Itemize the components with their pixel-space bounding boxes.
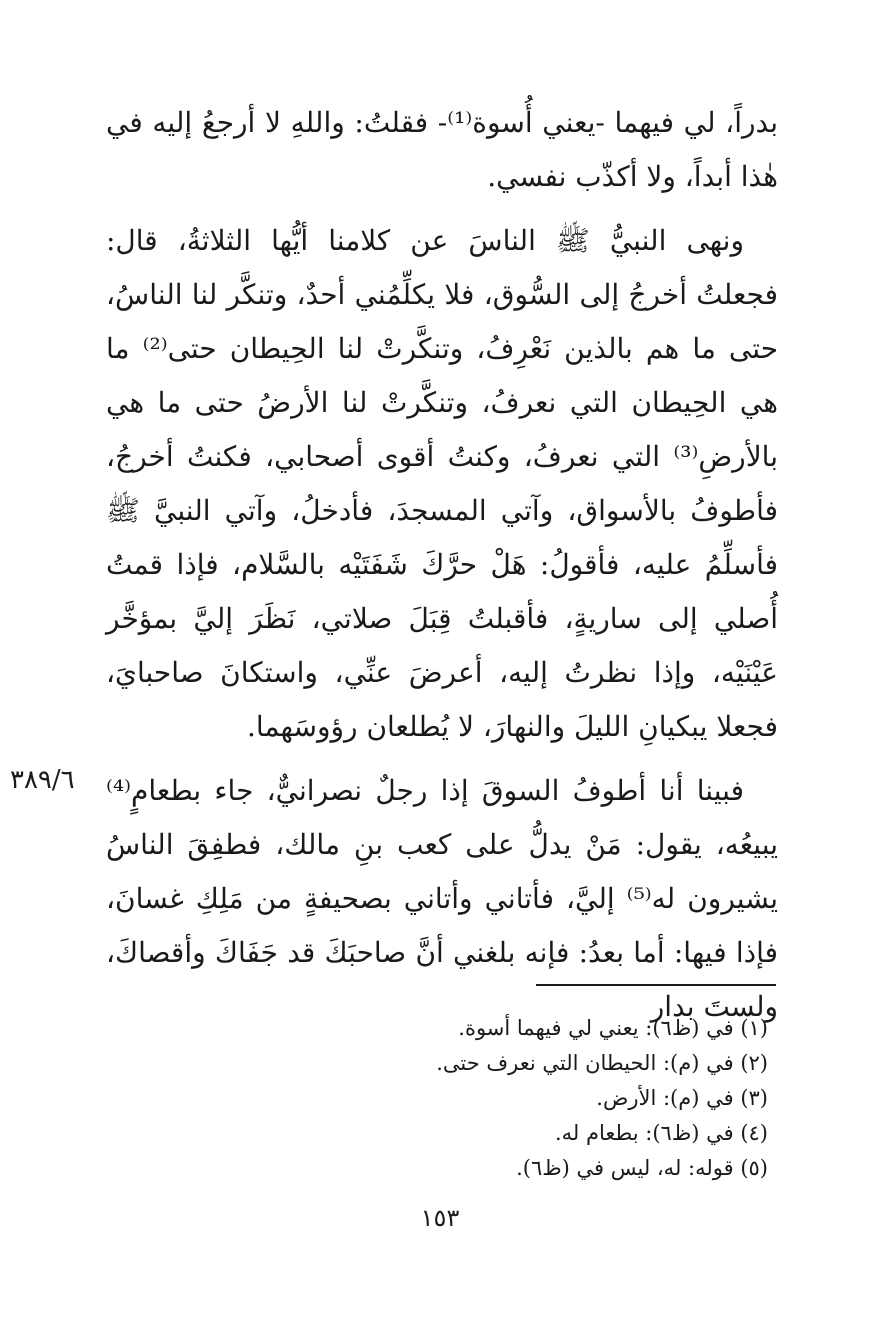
paragraph: فبينا أنا أطوفُ السوقَ إذا رجلٌ نصرانيٌّ، جاء بطعامٍ⁽⁴⁾ يبيعُه، يقول: مَنْ يدلُّ على كعب بنِ مالك، فطفِقَ الناسُ يشيرون له⁽⁵⁾ إليَّ، فأتاني وأتاني بصحيفةٍ من مَلِكِ غسانَ، فإذا فيها: أما بعدُ: فإنه بلغني أنَّ صاحبَكَ قد جَفَاكَ وأقصاكَ، ولستَ بدار xyxy=(106,774,778,1023)
footnote: (٤) في (ظ٦): بطعام له. xyxy=(554,1121,768,1145)
main-text xyxy=(106,96,778,1044)
page-number: ١٥٣ xyxy=(420,1204,460,1232)
footnote-separator xyxy=(536,984,776,986)
footnotes xyxy=(300,1011,768,1186)
margin-reference: ٣٨٩/٦ xyxy=(10,765,75,795)
paragraph: بدراً، لي فيهما -يعني أُسوة⁽¹⁾- فقلتُ: واللهِ لا أرجعُ إليه في هٰذا أبداً، ولا أكذّب نفسي. xyxy=(106,106,778,193)
footnote: (٣) في (م): الأرض. xyxy=(596,1086,768,1110)
paragraph: ونهى النبيُّ ﷺ الناسَ عن كلامنا أيُّها الثلاثةُ، قال: فجعلتُ أخرجُ إلى السُّوق، فلا يكلِّمُني أحدٌ، وتنكَّر لنا الناسُ، حتى ما هم بالذين نَعْرِفُ، وتنكَّرتْ لنا الحِيطان حتى⁽²⁾ ما هي الحِيطان التي نعرفُ، وتنكَّرتْ لنا الأرضُ حتى ما هي بالأرضِ⁽³⁾ التي نعرفُ، وكنتُ أقوى أصحابي، فكنتُ أخرجُ، فأطوفُ بالأسواق، وآتي المسجدَ، فأدخلُ، وآتي النبيَّ ﷺ فأسلِّمُ عليه، فأقولُ: هَلْ حرَّكَ شَفَتَيْه بالسَّلام، فإذا قمتُ أُصلي إلى ساريةٍ، فأقبلتُ قِبَلَ صلاتي، نَظَرَ إليَّ بمؤخَّر عَيْنَيْه، وإذا نظرتُ إليه، أعرضَ عنِّي، واستكانَ صاحبايَ، فجعلا يبكيانِ الليلَ والنهارَ، لا يُطلعان رؤوسَهما. xyxy=(106,224,779,743)
footnote: (٢) في (م): الحيطان التي نعرف حتى. xyxy=(436,1051,768,1075)
footnote: (٥) قوله: له، ليس في (ظ٦). xyxy=(516,1156,768,1180)
footnote: (١) في (ظ٦): يعني لي فيهما أسوة. xyxy=(458,1016,768,1040)
